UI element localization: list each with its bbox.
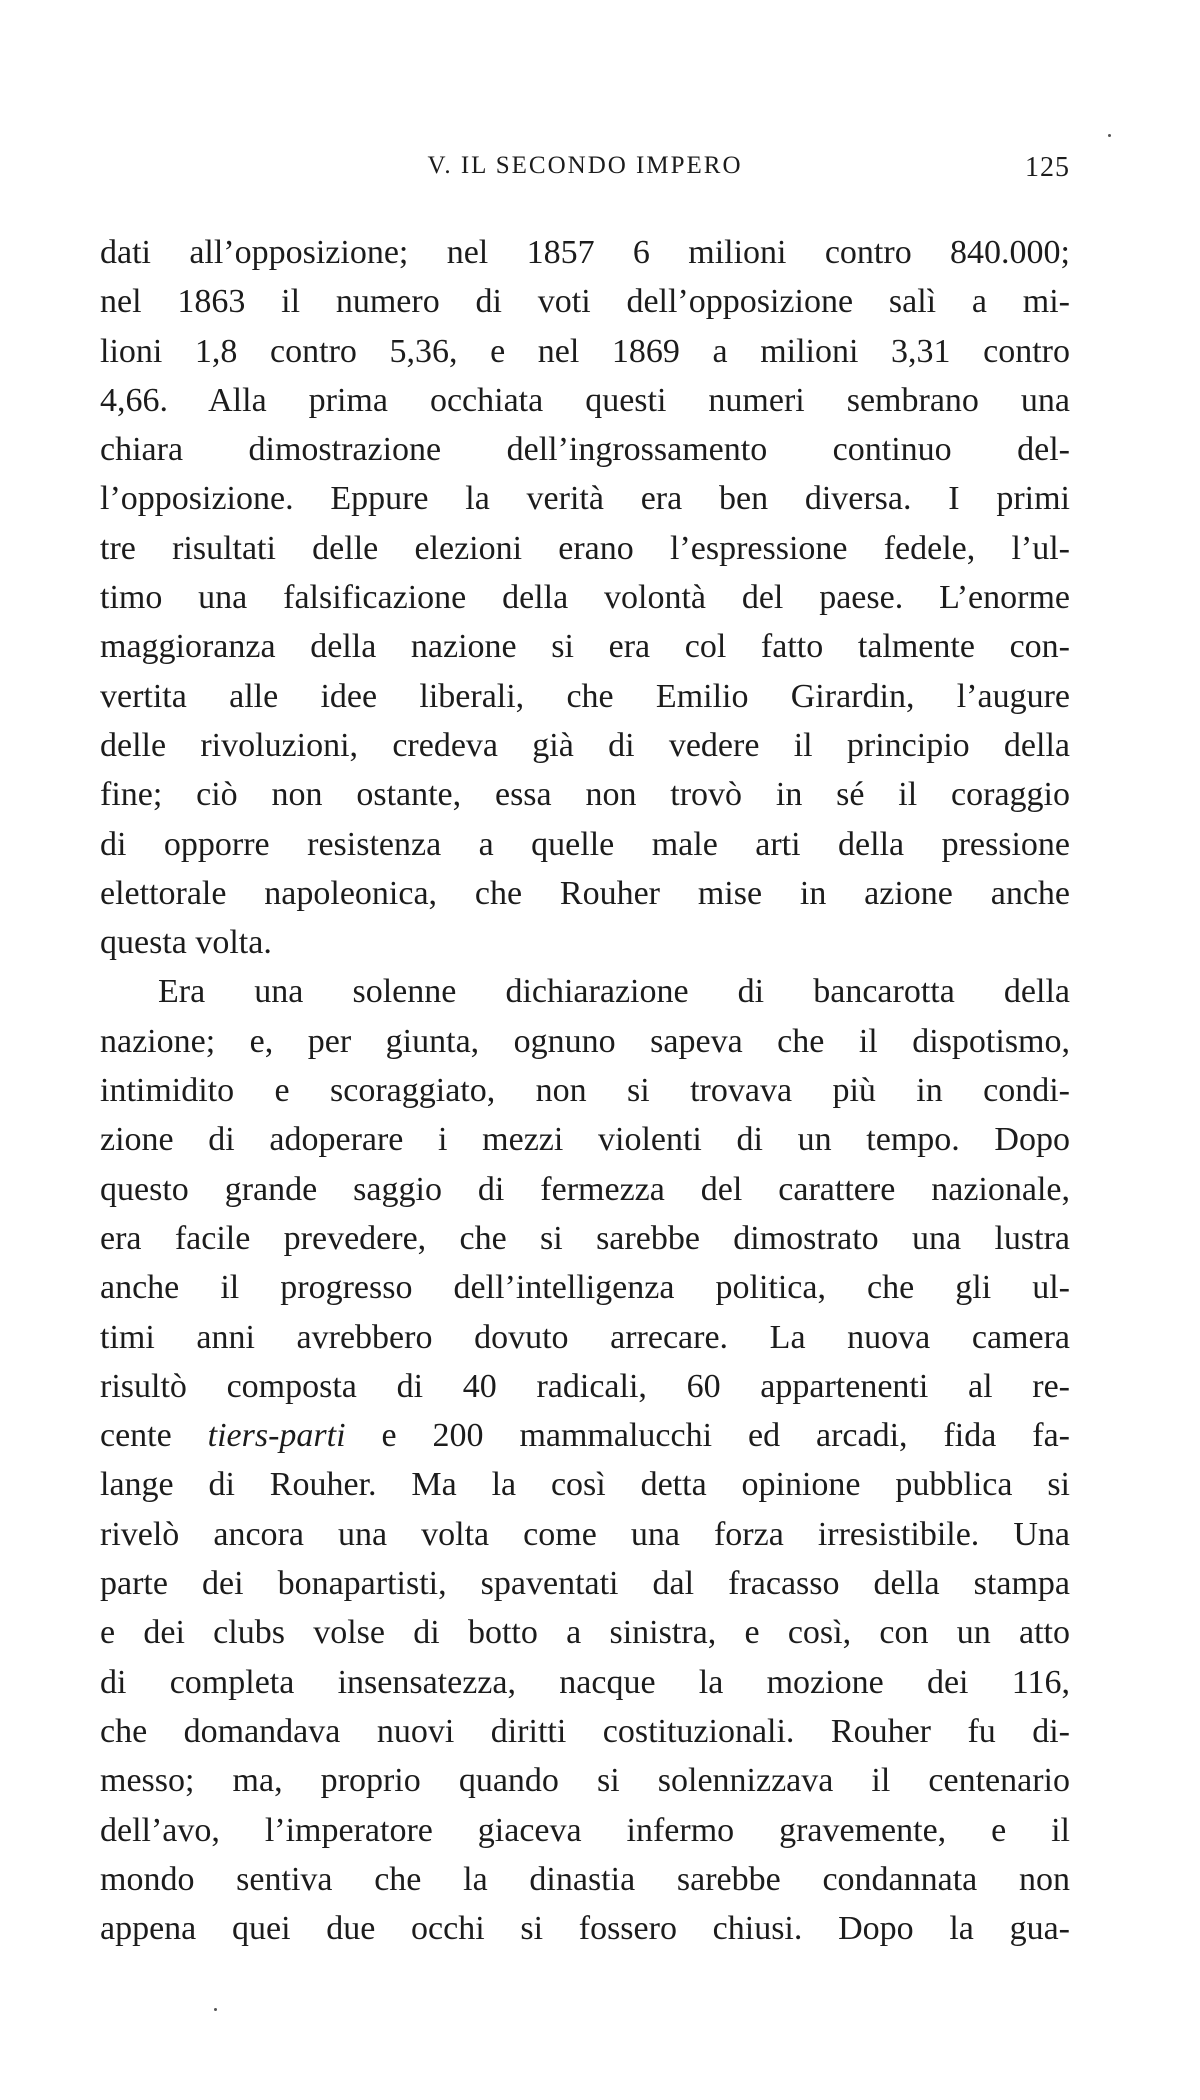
text-line: di opporre resistenza a quelle male arti della pressione: [100, 825, 1070, 863]
text-line: chiara dimostrazione dell’ingrossamento continuo del-: [100, 431, 1070, 469]
text-line: delle rivoluzioni, credeva già di vedere il principio della: [100, 726, 1070, 764]
text-line: dell’avo, l’imperatore giaceva infermo gravemente, e il: [100, 1811, 1070, 1849]
text-line: era facile prevedere, che si sarebbe dimostrato una lustra: [100, 1219, 1070, 1257]
text-line: maggioranza della nazione si era col fatto talmente con-: [100, 628, 1070, 666]
text-line: nazione; e, per giunta, ognuno sapeva che il dispotismo,: [100, 1022, 1070, 1060]
text-line: mondo sentiva che la dinastia sarebbe condannata non: [100, 1860, 1070, 1898]
text-line: tre risultati delle elezioni erano l’espressione fedele, l’ul-: [100, 529, 1070, 567]
text-line: anche il progresso dell’intelligenza politica, che gli ul-: [100, 1269, 1070, 1307]
text-segment: e 200 mammalucchi ed arcadi, fida fa-: [345, 1417, 1070, 1455]
text-line: questa volta.: [100, 924, 272, 962]
text-line: di completa insensatezza, nacque la mozione dei 116,: [100, 1663, 1070, 1701]
text-line: messo; ma, proprio quando si solennizzava il centenario: [100, 1762, 1070, 1800]
body-text: [100, 228, 1070, 1953]
text-line: dati all’opposizione; nel 1857 6 milioni contro 840.000;: [100, 234, 1070, 271]
text-line: lange di Rouher. Ma la così detta opinione pubblica si: [100, 1466, 1070, 1504]
italic-term: tiers-parti: [207, 1417, 346, 1455]
text-line: l’opposizione. Eppure la verità era ben diversa. I primi: [100, 480, 1070, 518]
text-line: questo grande saggio di fermezza del carattere nazionale,: [100, 1170, 1070, 1208]
paragraph-2: [100, 967, 1070, 1953]
text-line: parte dei bonapartisti, spaventati dal fracasso della stampa: [100, 1565, 1070, 1603]
text-line: lioni 1,8 contro 5,36, e nel 1869 a milioni 3,31 contro: [100, 332, 1070, 370]
text-line: intimidito e scoraggiato, non si trovava più in condi-: [100, 1072, 1070, 1110]
paper-speck: [214, 2008, 217, 2011]
text-line: nel 1863 il numero di voti dell’opposizione salì a mi-: [100, 283, 1070, 321]
text-line: rivelò ancora una volta come una forza irresistibile. Una: [100, 1515, 1070, 1553]
text-line: timi anni avrebbero dovuto arrecare. La nuova camera: [100, 1318, 1070, 1356]
text-line: 4,66. Alla prima occhiata questi numeri sembrano una: [100, 381, 1070, 419]
paragraph-1: [100, 228, 1070, 967]
text-line: fine; ciò non ostante, essa non trovò in sé il coraggio: [100, 776, 1070, 814]
text-line: e dei clubs volse di botto a sinistra, e così, con un atto: [100, 1614, 1070, 1652]
text-line: zione di adoperare i mezzi violenti di un tempo. Dopo: [100, 1121, 1070, 1159]
text-line: appena quei due occhi si fossero chiusi. Dopo la gua-: [100, 1910, 1070, 1948]
text-line: che domandava nuovi diritti costituzionali. Rouher fu di-: [100, 1712, 1070, 1750]
chapter-title: V. IL SECONDO IMPERO: [427, 152, 743, 179]
page-number: 125: [1025, 152, 1070, 183]
text-line: vertita alle idee liberali, che Emilio Girardin, l’augure: [100, 677, 1070, 715]
text-line: risultò composta di 40 radicali, 60 appartenenti al re-: [100, 1367, 1070, 1405]
text-line: timo una falsificazione della volontà del paese. L’enorme: [100, 579, 1070, 617]
text-line-with-italic: [100, 1411, 1070, 1460]
text-line: Era una solenne dichiarazione di bancarotta della: [158, 973, 1070, 1011]
running-head: [100, 152, 1070, 192]
text-line: elettorale napoleonica, che Rouher mise in azione anche: [100, 874, 1070, 912]
paper-speck: [1108, 134, 1111, 137]
text-segment: cente: [100, 1417, 208, 1455]
